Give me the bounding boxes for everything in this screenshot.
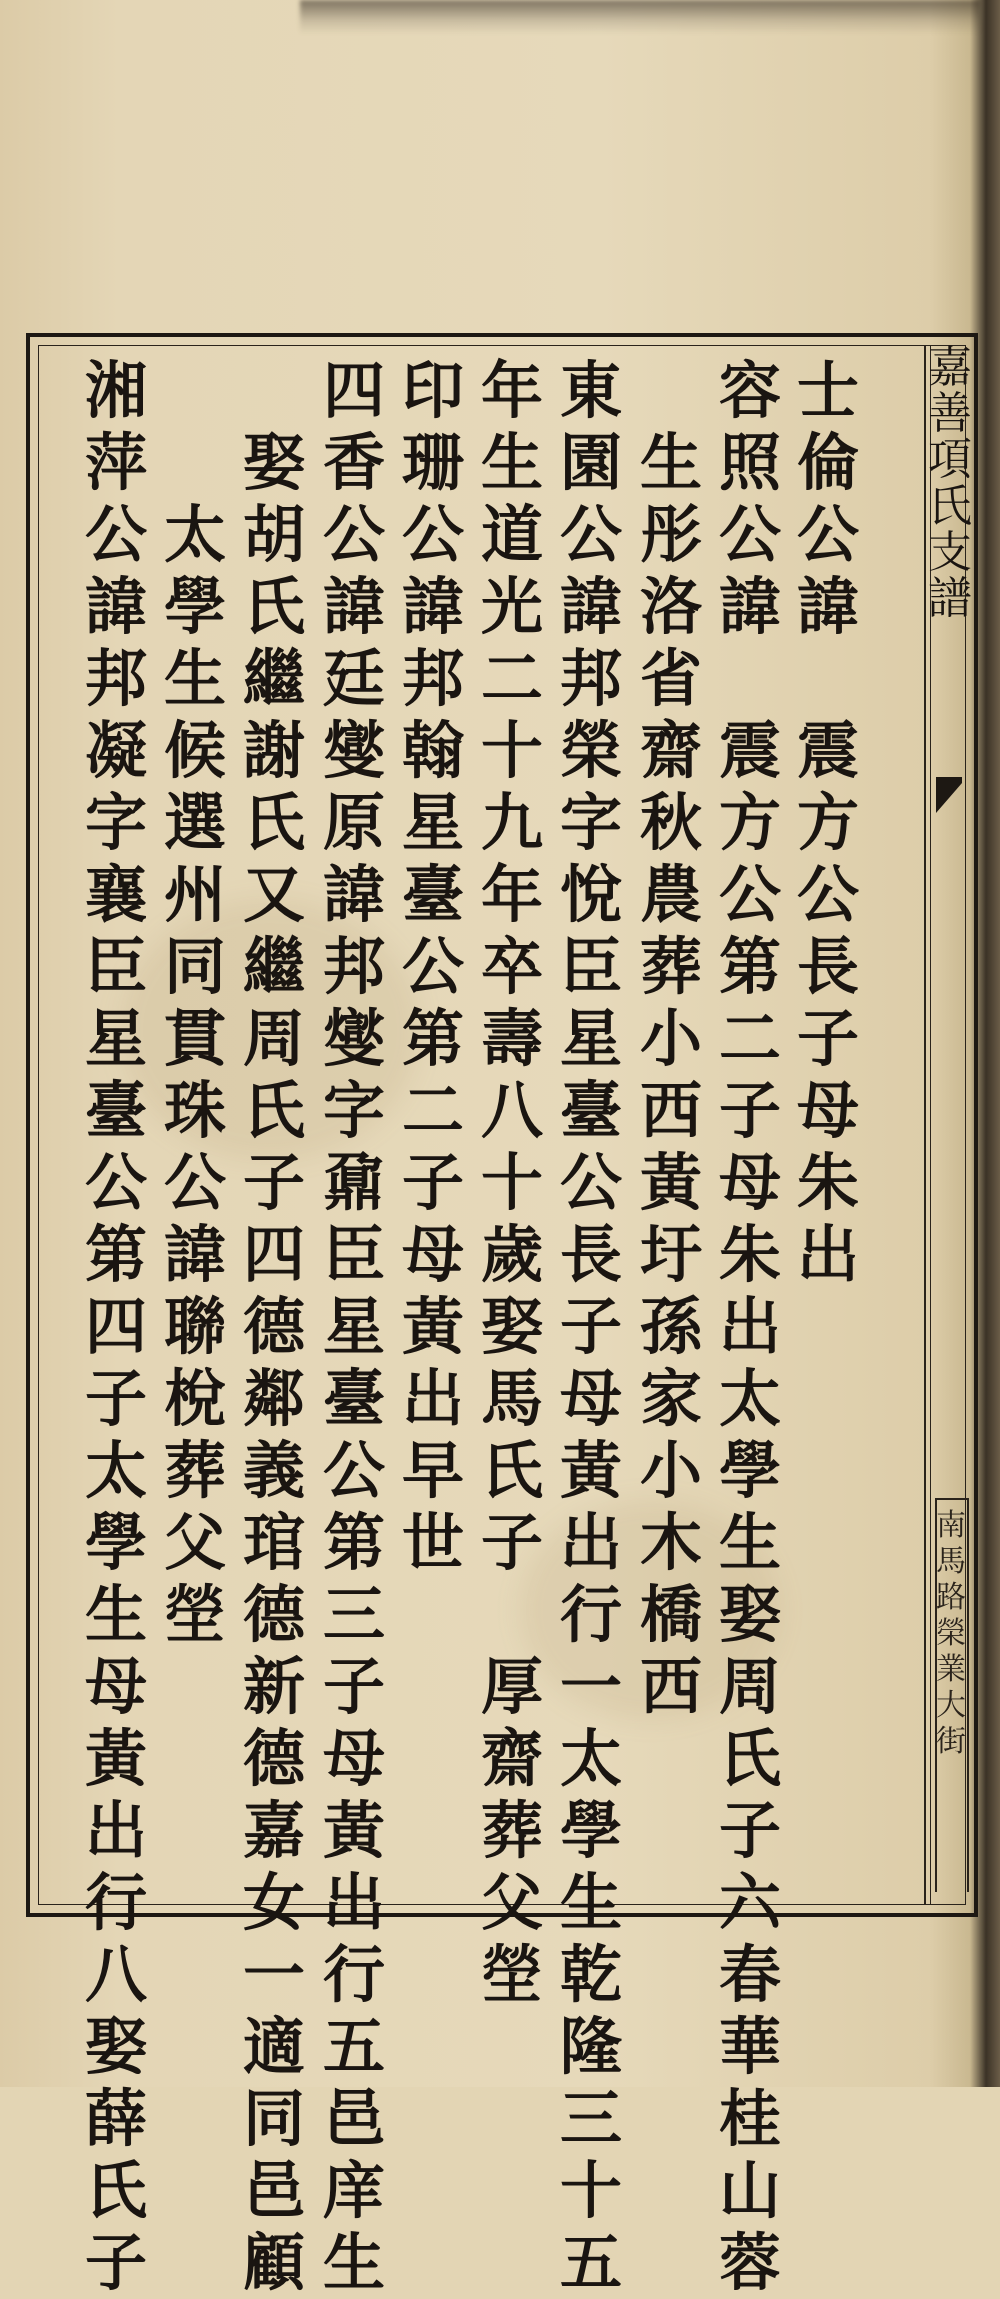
text-char: 光 [480, 570, 543, 643]
text-char: 繼 [242, 642, 305, 715]
text-char: 太 [163, 498, 226, 571]
text-char: 方 [718, 786, 781, 859]
text-char: 臣 [559, 930, 622, 1003]
text-char: 士 [796, 354, 859, 427]
text-char: 臺 [84, 1074, 147, 1147]
text-char: 葬 [480, 1794, 543, 1867]
text-char: 學 [559, 1794, 622, 1867]
text-char: 學 [163, 570, 226, 643]
margin-divider [924, 345, 926, 1905]
side-title-char: 支 [928, 526, 972, 578]
text-column-8 [236, 427, 312, 2299]
text-char: 印 [401, 354, 464, 427]
text-char: 學 [718, 1434, 781, 1507]
text-char: 十 [559, 2154, 622, 2227]
text-char: 公 [401, 930, 464, 1003]
text-char: 貫 [163, 1002, 226, 1075]
text-char: 黃 [401, 1290, 464, 1363]
text-char: 行 [84, 1866, 147, 1939]
text-char: 娶 [480, 1290, 543, 1363]
text-char: 方 [796, 786, 859, 859]
text-char: 諱 [84, 570, 147, 643]
text-char: 廷 [322, 642, 385, 715]
text-char: 省 [639, 642, 702, 715]
text-char: 候 [163, 714, 226, 787]
text-char: 年 [480, 354, 543, 427]
text-char: 州 [163, 858, 226, 931]
text-char: 出 [84, 1794, 147, 1867]
text-char: 子 [401, 1146, 464, 1219]
text-char: 諱 [718, 570, 781, 643]
text-char: 一 [242, 1938, 305, 2011]
text-char: 胡 [242, 498, 305, 571]
text-char: 氏 [480, 1434, 543, 1507]
text-char: 長 [796, 930, 859, 1003]
text-char: 公 [401, 498, 464, 571]
text-char: 義 [242, 1434, 305, 1507]
text-char: 黃 [639, 1146, 702, 1219]
text-char: 學 [84, 1506, 147, 1579]
text-char: 邦 [322, 930, 385, 1003]
text-char: 公 [322, 498, 385, 571]
text-char: 子 [480, 1506, 543, 1579]
text-char: 孫 [639, 1290, 702, 1363]
stamp-char: 業 [936, 1652, 966, 1687]
stamp-char: 街 [936, 1724, 966, 1759]
text-char: 生 [322, 2226, 385, 2299]
text-char: 倫 [796, 426, 859, 499]
text-char: 公 [322, 1434, 385, 1507]
text-char: 三 [559, 2082, 622, 2155]
text-char: 第 [322, 1506, 385, 1579]
column-gap [712, 643, 788, 715]
text-char: 蓉 [718, 2226, 781, 2299]
text-char: 生 [84, 1578, 147, 1651]
text-char: 臺 [559, 1074, 622, 1147]
text-char: 氏 [242, 1074, 305, 1147]
text-char: 四 [322, 354, 385, 427]
text-char: 西 [639, 1074, 702, 1147]
text-char: 公 [84, 498, 147, 571]
text-char: 臣 [322, 1218, 385, 1291]
stamp-char: 南 [936, 1508, 966, 1543]
text-char: 二 [401, 1074, 464, 1147]
text-column-4 [553, 355, 629, 2299]
text-char: 邦 [84, 642, 147, 715]
text-char: 珠 [163, 1074, 226, 1147]
text-char: 邑 [322, 2082, 385, 2155]
text-char: 三 [322, 1578, 385, 1651]
text-column-9 [157, 499, 233, 1651]
text-char: 園 [559, 426, 622, 499]
text-char: 五 [322, 2010, 385, 2083]
text-char: 子 [718, 1794, 781, 1867]
text-char: 生 [480, 426, 543, 499]
text-char: 公 [559, 1146, 622, 1219]
text-char: 公 [796, 858, 859, 931]
text-column-1 [790, 355, 866, 1291]
text-char: 壽 [480, 1002, 543, 1075]
text-char: 顧 [242, 2226, 305, 2299]
text-char: 八 [480, 1074, 543, 1147]
text-char: 木 [639, 1506, 702, 1579]
text-char: 湘 [84, 354, 147, 427]
column-gap [474, 1579, 550, 1651]
text-char: 生 [718, 1506, 781, 1579]
text-char: 春 [718, 1938, 781, 2011]
fishtail-mark-icon [934, 775, 964, 815]
text-char: 世 [401, 1506, 464, 1579]
text-char: 子 [718, 1074, 781, 1147]
text-char: 出 [718, 1290, 781, 1363]
text-char: 子 [559, 1290, 622, 1363]
text-char: 謝 [242, 714, 305, 787]
text-char: 周 [718, 1650, 781, 1723]
text-char: 四 [84, 1290, 147, 1363]
text-char: 齋 [639, 714, 702, 787]
side-title-char: 嘉 [928, 342, 972, 393]
text-char: 繼 [242, 930, 305, 1003]
text-char: 年 [480, 858, 543, 931]
text-char: 翰 [401, 714, 464, 787]
text-char: 長 [559, 1218, 622, 1291]
text-char: 諱 [796, 570, 859, 643]
text-char: 梲 [163, 1362, 226, 1435]
text-char: 公 [163, 1146, 226, 1219]
text-char: 十 [480, 714, 543, 787]
text-char: 周 [242, 1002, 305, 1075]
text-column-6 [395, 355, 471, 1579]
text-char: 星 [559, 1002, 622, 1075]
text-char: 子 [322, 1650, 385, 1723]
text-char: 一 [559, 1650, 622, 1723]
text-char: 臺 [401, 858, 464, 931]
text-char: 琯 [242, 1506, 305, 1579]
stamp-char: 榮 [936, 1616, 966, 1651]
text-char: 馬 [480, 1362, 543, 1435]
side-title-char: 譜 [928, 572, 972, 624]
text-char: 齋 [480, 1722, 543, 1795]
text-char: 葬 [163, 1434, 226, 1507]
text-char: 邦 [401, 642, 464, 715]
text-char: 聯 [163, 1290, 226, 1363]
text-char: 萍 [84, 426, 147, 499]
text-char: 悅 [559, 858, 622, 931]
text-char: 珊 [401, 426, 464, 499]
text-char: 同 [163, 930, 226, 1003]
side-title-char: 項 [928, 434, 972, 486]
text-char: 黃 [322, 1794, 385, 1867]
text-char: 氏 [242, 570, 305, 643]
text-char: 燮 [322, 1002, 385, 1075]
column-gap [790, 643, 866, 715]
text-char: 氏 [718, 1722, 781, 1795]
text-char: 出 [322, 1866, 385, 1939]
stamp-char: 大 [936, 1688, 966, 1723]
text-char: 母 [559, 1362, 622, 1435]
text-char: 字 [559, 786, 622, 859]
text-char: 薛 [84, 2082, 147, 2155]
text-char: 生 [163, 642, 226, 715]
text-char: 母 [84, 1650, 147, 1723]
text-char: 圩 [639, 1218, 702, 1291]
text-char: 歲 [480, 1218, 543, 1291]
text-char: 第 [401, 1002, 464, 1075]
text-char: 出 [401, 1362, 464, 1435]
text-char: 母 [401, 1218, 464, 1291]
stamp-char: 馬 [936, 1544, 966, 1579]
text-char: 星 [84, 1002, 147, 1075]
text-char: 生 [559, 1866, 622, 1939]
text-char: 葬 [639, 930, 702, 1003]
text-char: 公 [718, 498, 781, 571]
text-column-5 [474, 355, 550, 2011]
top-ink-smudge [300, 0, 980, 34]
text-column-3 [633, 427, 709, 1723]
text-char: 華 [718, 2010, 781, 2083]
text-char: 朱 [718, 1218, 781, 1291]
text-char: 諱 [559, 570, 622, 643]
text-char: 公 [84, 1146, 147, 1219]
text-char: 行 [559, 1578, 622, 1651]
text-char: 厚 [480, 1650, 543, 1723]
text-char: 第 [84, 1218, 147, 1291]
text-char: 行 [322, 1938, 385, 2011]
text-char: 諱 [322, 858, 385, 931]
text-char: 字 [322, 1074, 385, 1147]
text-char: 早 [401, 1434, 464, 1507]
text-char: 東 [559, 354, 622, 427]
text-char: 子 [796, 1002, 859, 1075]
text-char: 凝 [84, 714, 147, 787]
text-char: 原 [322, 786, 385, 859]
text-char: 德 [242, 1578, 305, 1651]
stamp-text [932, 1508, 970, 1760]
side-title [928, 342, 972, 785]
text-char: 農 [639, 858, 702, 931]
text-char: 星 [322, 1290, 385, 1363]
text-char: 黃 [559, 1434, 622, 1507]
text-char: 九 [480, 786, 543, 859]
text-char: 公 [718, 858, 781, 931]
text-char: 彤 [639, 498, 702, 571]
side-title-char: 善 [928, 388, 972, 440]
text-char: 德 [242, 1722, 305, 1795]
text-char: 第 [718, 930, 781, 1003]
text-char: 小 [639, 1434, 702, 1507]
text-char: 橋 [639, 1578, 702, 1651]
text-char: 秋 [639, 786, 702, 859]
text-char: 庠 [322, 2154, 385, 2227]
text-char: 子 [84, 1362, 147, 1435]
text-char: 女 [242, 1866, 305, 1939]
text-char: 臺 [322, 1362, 385, 1435]
text-char: 母 [718, 1146, 781, 1219]
text-char: 家 [639, 1362, 702, 1435]
text-char: 五 [559, 2226, 622, 2299]
text-char: 公 [796, 498, 859, 571]
stamp-char: 路 [936, 1580, 966, 1615]
text-char: 同 [242, 2082, 305, 2155]
text-char: 鄰 [242, 1362, 305, 1435]
text-char: 榮 [559, 714, 622, 787]
text-char: 小 [639, 1002, 702, 1075]
text-char: 鼐 [322, 1146, 385, 1219]
text-char: 子 [84, 2226, 147, 2299]
text-char: 二 [480, 642, 543, 715]
text-char: 新 [242, 1650, 305, 1723]
text-char: 邑 [242, 2154, 305, 2227]
text-char: 容 [718, 354, 781, 427]
text-char: 黃 [84, 1722, 147, 1795]
text-char: 道 [480, 498, 543, 571]
text-char: 隆 [559, 2010, 622, 2083]
text-char: 太 [84, 1434, 147, 1507]
text-column-7 [316, 355, 392, 2299]
side-title-char: 氏 [928, 480, 972, 532]
text-char: 西 [639, 1650, 702, 1723]
text-char: 選 [163, 786, 226, 859]
text-char: 諱 [401, 570, 464, 643]
text-column-10 [78, 355, 154, 2299]
text-char: 臣 [84, 930, 147, 1003]
text-char: 諱 [163, 1218, 226, 1291]
text-char: 娶 [718, 1578, 781, 1651]
text-char: 二 [718, 1002, 781, 1075]
text-char: 山 [718, 2154, 781, 2227]
text-char: 德 [242, 1290, 305, 1363]
text-char: 塋 [163, 1578, 226, 1651]
text-char: 父 [480, 1866, 543, 1939]
text-char: 出 [796, 1218, 859, 1291]
text-char: 娶 [84, 2010, 147, 2083]
text-char: 出 [559, 1506, 622, 1579]
text-char: 卒 [480, 930, 543, 1003]
text-char: 震 [796, 714, 859, 787]
text-char: 星 [401, 786, 464, 859]
text-char: 太 [718, 1362, 781, 1435]
text-char: 子 [242, 1146, 305, 1219]
text-char: 又 [242, 858, 305, 931]
text-char: 襄 [84, 858, 147, 931]
text-char: 四 [242, 1218, 305, 1291]
text-char: 燮 [322, 714, 385, 787]
text-char: 震 [718, 714, 781, 787]
text-char: 母 [322, 1722, 385, 1795]
text-char: 桂 [718, 2082, 781, 2155]
text-char: 氏 [242, 786, 305, 859]
text-char: 邦 [559, 642, 622, 715]
text-char: 乾 [559, 1938, 622, 2011]
text-char: 娶 [242, 426, 305, 499]
text-char: 父 [163, 1506, 226, 1579]
text-char: 朱 [796, 1146, 859, 1219]
text-char: 八 [84, 1938, 147, 2011]
text-char: 公 [559, 498, 622, 571]
text-char: 適 [242, 2010, 305, 2083]
text-char: 六 [718, 1866, 781, 1939]
text-char: 生 [639, 426, 702, 499]
text-char: 字 [84, 786, 147, 859]
text-column-2 [712, 355, 788, 2299]
text-char: 塋 [480, 1938, 543, 2011]
text-char: 香 [322, 426, 385, 499]
text-char: 氏 [84, 2154, 147, 2227]
text-char: 母 [796, 1074, 859, 1147]
text-char: 洛 [639, 570, 702, 643]
text-char: 嘉 [242, 1794, 305, 1867]
text-char: 諱 [322, 570, 385, 643]
text-char: 太 [559, 1722, 622, 1795]
text-char: 照 [718, 426, 781, 499]
text-char: 十 [480, 1146, 543, 1219]
